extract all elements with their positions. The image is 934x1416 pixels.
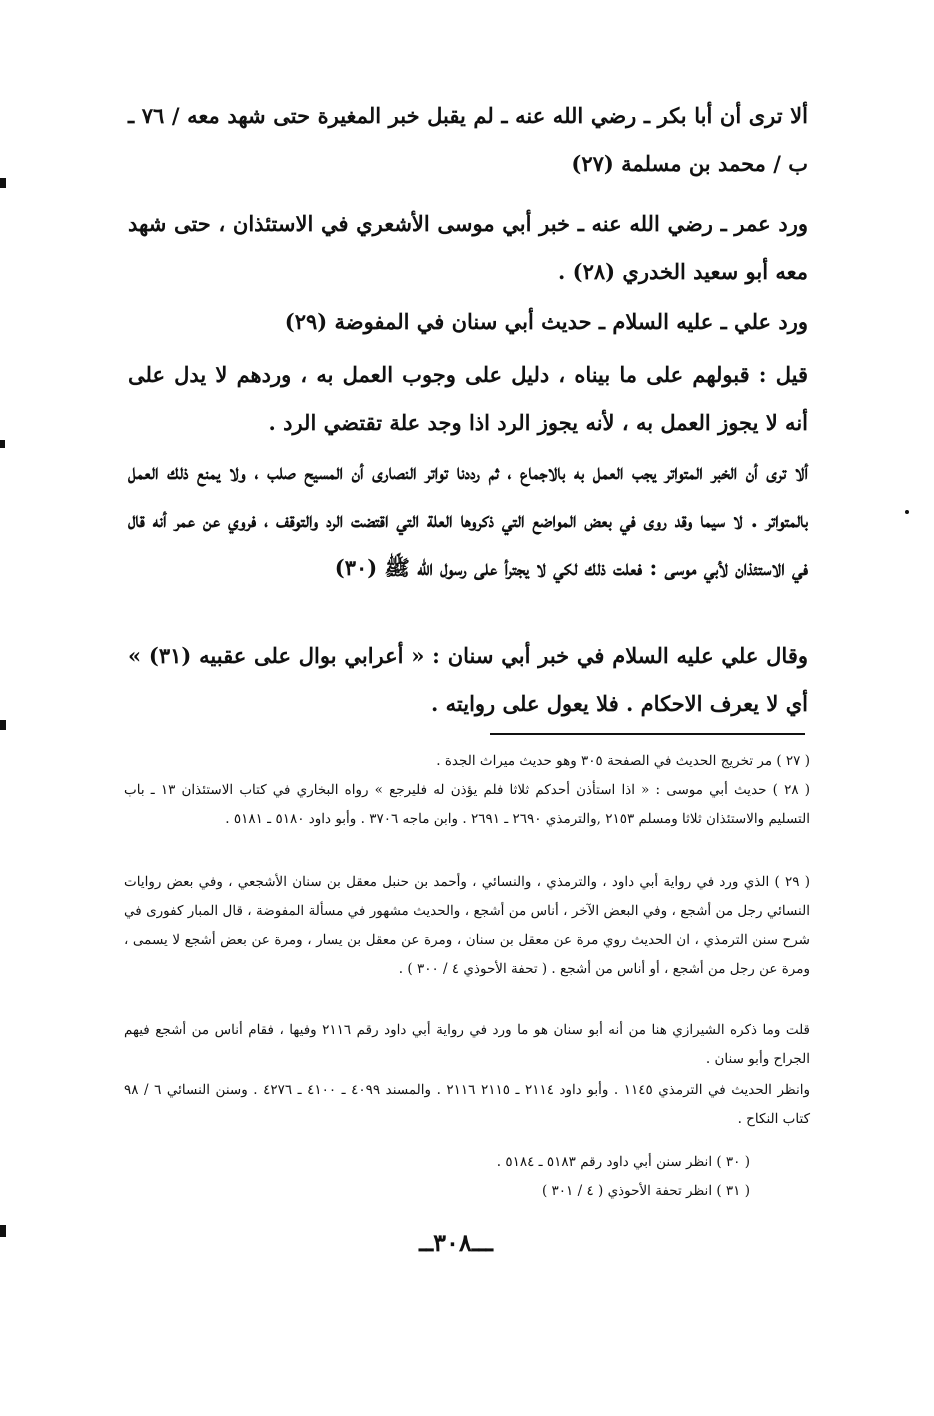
footnote-30: ( ٣٠ ) انظر سنن أبي داود رقم ٥١٨٣ ـ ٥١٨٤ . <box>496 1154 750 1170</box>
body-paragraph-4: قيل : قبولهم على ما بيناه ، دليل على وجوب العمل به ، وردهم لا يدل على أنه لا يجوز العمل به ، لأنه يجوز الرد اذا وجد علة تقتضي الرد . <box>128 362 808 435</box>
body-paragraph-1: ألا ترى أن أبا بكر ـ رضي الله عنه ـ لم يقبل خبر المغيرة حتى شهد معه / ٧٦ ـ ب / محمد بن مسلمة (٢٧) <box>128 103 808 176</box>
scan-mark <box>0 720 6 730</box>
body-paragraph-3: ورد علي ـ عليه السلام ـ حديث أبي سنان في المفوضة (٢٩) <box>284 309 808 334</box>
footnote-27: ( ٢٧ ) مر تخريج الحديث في الصفحة ٣٠٥ وهو حديث ميراث الجدة . <box>436 753 810 769</box>
scan-mark <box>0 440 5 448</box>
footnote-28: ( ٢٨ ) حديث أبي موسى : « اذا استأذن أحدكم ثلاثا فلم يؤذن له فليرجع » رواه البخاري في كتاب الاستئذان ١٣ ـ باب التسليم والاستئذان ثلاثا ومسلم ٢١٥٣ ,والترمذي ٢٦٩٠ ـ ٢٦٩١ . وابن ماجه ٣٧٠٦ . وأبو داود ٥١٨٠ ـ ٥١٨١ . <box>124 782 810 827</box>
footnote-separator <box>490 733 805 735</box>
footnote-29-refs: وانظر الحديث في الترمذي ١١٤٥ . وأبو داود ٢١١٤ ـ ٢١١٥ ٢١١٦ . والمسند ٤٠٩٩ ـ ٤١٠٠ ـ ٤٢٧٦ . وسنن النسائي ٦ / ٩٨ كتاب النكاح . <box>124 1082 811 1127</box>
body-paragraph-6: وقال علي عليه السلام في خبر أبي سنان : « أعرابي بوال على عقبيه (٣١) » أي لا يعرف الاحكام . فلا يعول على روايته . <box>128 643 808 716</box>
footnote-29-note: قلت وما ذكره الشيرازي هنا من أنه أبو سنان هو ما ورد في رواية أبي داود رقم ٢١١٦ وفيها ، فقام أناس من أشجع فيهم الجراح وأبو سنان . <box>124 1022 811 1067</box>
page-number: ـــ٣٠٨ــ <box>419 1228 493 1257</box>
scan-dot <box>905 510 909 514</box>
body-paragraph-2: ورد عمر ـ رضي الله عنه ـ خبر أبي موسى الأشعري في الاستئذان ، حتى شهد معه أبو سعيد الخدري (٢٨) . <box>128 211 808 284</box>
footnote-31: ( ٣١ ) انظر تحفة الأحوذي ( ٤ / ٣٠١ ) <box>541 1183 750 1199</box>
footnote-29: ( ٢٩ ) الذي ورد في رواية أبي داود ، والترمذي ، والنسائي ، وأحمد بن حنبل معقل بن سنان الأشجعي ، وفي بعض روايات النسائي رجل من أشجع ، وفي البعض الآخر ، أناس من أشجع ، والحديث مشهور في مسألة المفوضة ، قال المبار كفورى في شرح سنن الترمذي ، ان الحديث روي مرة عن معقل بن سنان ، ومرة عن معقل بن يسار ، ومرة عن بعض أشجع لا يسمى ، ومرة عن رجل من أشجع ، أو أناس من أشجع . ( تحفة الأحوذي ٤ / ٣٠٠ ) . <box>124 874 810 977</box>
scan-mark <box>0 1225 6 1237</box>
scan-mark <box>0 178 6 188</box>
body-paragraph-5: ألا ترى أن الخبر المتواتر يجب العمل به بالاجماع ، ثم رددنا تواتر النصارى أن المسيح صلب ، ولا يمنع ذلك العمل بالمتواتر . لا سيما وقد روى في بعض المواضع التي ذكروها العلة التي اقتضت الرد والتوقف ، فروي عن عمر أنه قال في الاستئذان لأبي موسى : فعلت ذلك لكي لا يجترأ على رسول الله ﷺ (٣٠) <box>128 459 808 580</box>
